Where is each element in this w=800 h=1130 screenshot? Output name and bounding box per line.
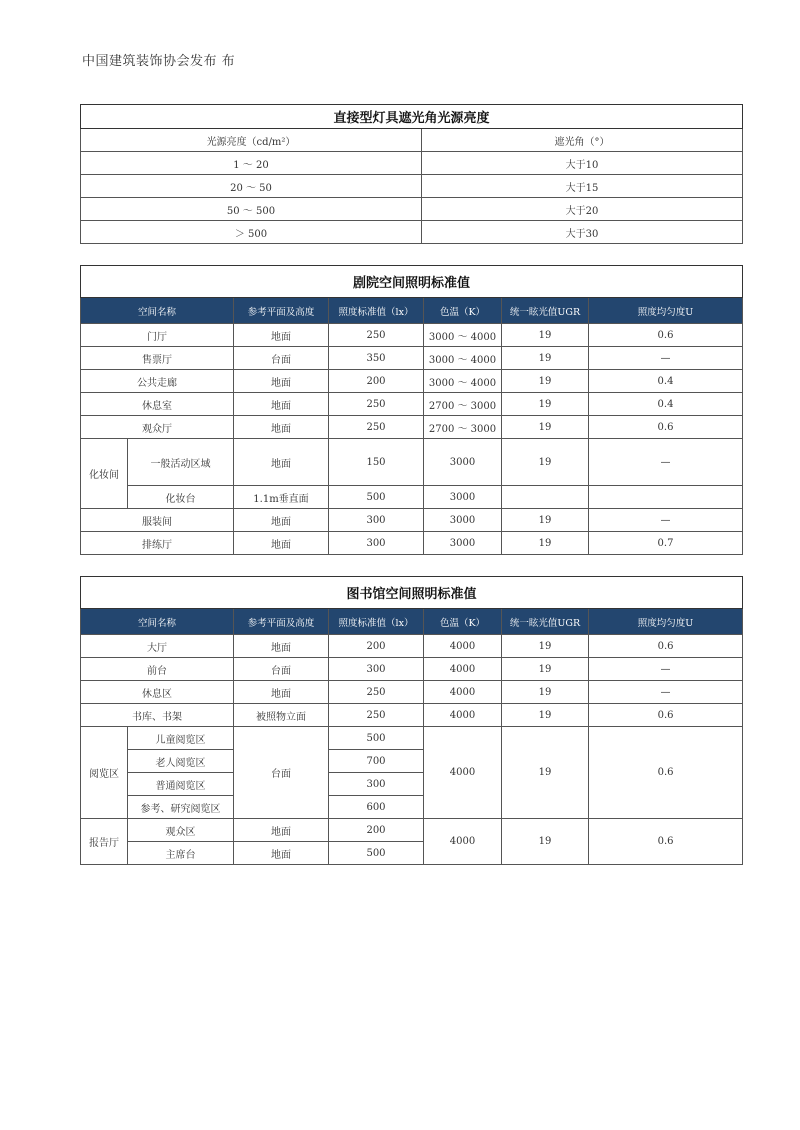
column-header: 空间名称 [81, 298, 234, 324]
table-row [81, 509, 743, 532]
luminance-cell: ＞ 500 [81, 221, 422, 244]
color-temp: 4000 [424, 819, 502, 865]
table-title: 直接型灯具遮光角光源亮度 [81, 105, 743, 129]
ugr: 19 [502, 727, 589, 819]
uniformity: — [589, 439, 743, 486]
color-temp: 3000 [424, 486, 502, 509]
reference-plane: 地面 [234, 635, 329, 658]
ugr: 19 [502, 439, 589, 486]
illuminance: 500 [329, 486, 424, 509]
table-header-row [81, 609, 743, 635]
uniformity: — [589, 658, 743, 681]
uniformity: — [589, 681, 743, 704]
space-name: 主席台 [128, 842, 234, 865]
column-header: 照度标准值（lx） [329, 609, 424, 635]
table-row [81, 819, 743, 842]
table-row [81, 681, 743, 704]
table-row [81, 635, 743, 658]
column-header: 遮光角（°） [422, 129, 743, 152]
luminance-cell: 20 ～ 50 [81, 175, 422, 198]
table-title: 剧院空间照明标准值 [81, 266, 743, 298]
space-name: 休息区 [81, 681, 234, 704]
table-row [81, 370, 743, 393]
illuminance: 350 [329, 347, 424, 370]
luminance-cell: 1 ～ 20 [81, 152, 422, 175]
reference-plane: 地面 [234, 416, 329, 439]
ugr: 19 [502, 704, 589, 727]
color-temp: 2700 ～ 3000 [424, 416, 502, 439]
uniformity: 0.6 [589, 416, 743, 439]
angle-cell: 大于30 [422, 221, 743, 244]
color-temp: 4000 [424, 658, 502, 681]
color-temp: 2700 ～ 3000 [424, 393, 502, 416]
reference-plane: 地面 [234, 393, 329, 416]
table-row [81, 727, 743, 750]
table-header-row [81, 129, 743, 152]
angle-cell: 大于10 [422, 152, 743, 175]
table-row [81, 416, 743, 439]
table-title: 图书馆空间照明标准值 [81, 577, 743, 609]
illuminance: 250 [329, 416, 424, 439]
column-header: 照度均匀度U [589, 609, 743, 635]
group-name: 阅览区 [81, 727, 128, 819]
space-name: 休息室 [81, 393, 234, 416]
illuminance: 200 [329, 370, 424, 393]
group-name: 报告厅 [81, 819, 128, 865]
illuminance: 300 [329, 658, 424, 681]
uniformity [589, 486, 743, 509]
space-name: 前台 [81, 658, 234, 681]
reference-plane: 1.1m垂直面 [234, 486, 329, 509]
reference-plane: 地面 [234, 842, 329, 865]
reference-plane: 台面 [234, 347, 329, 370]
reference-plane: 地面 [234, 509, 329, 532]
uniformity: 0.6 [589, 819, 743, 865]
ugr: 19 [502, 658, 589, 681]
ugr: 19 [502, 347, 589, 370]
illuminance: 250 [329, 393, 424, 416]
color-temp: 4000 [424, 727, 502, 819]
uniformity: 0.7 [589, 532, 743, 555]
space-name: 门厅 [81, 324, 234, 347]
illuminance: 150 [329, 439, 424, 486]
space-name: 售票厅 [81, 347, 234, 370]
ugr: 19 [502, 509, 589, 532]
table-row [81, 658, 743, 681]
color-temp: 4000 [424, 681, 502, 704]
table-header-row [81, 298, 743, 324]
reference-plane: 台面 [234, 658, 329, 681]
illuminance: 300 [329, 532, 424, 555]
table-row [81, 152, 743, 175]
space-name: 公共走廊 [81, 370, 234, 393]
column-header: 空间名称 [81, 609, 234, 635]
ugr [502, 486, 589, 509]
group-name: 化妆间 [81, 439, 128, 509]
color-temp: 3000 [424, 439, 502, 486]
table-row [81, 324, 743, 347]
illuminance: 200 [329, 819, 424, 842]
reference-plane: 地面 [234, 819, 329, 842]
space-name: 儿童阅览区 [128, 727, 234, 750]
color-temp: 3000 [424, 509, 502, 532]
uniformity: 0.6 [589, 727, 743, 819]
space-name: 观众厅 [81, 416, 234, 439]
luminance-cell: 50 ～ 500 [81, 198, 422, 221]
color-temp: 3000 ～ 4000 [424, 370, 502, 393]
color-temp: 3000 ～ 4000 [424, 324, 502, 347]
column-header: 照度均匀度U [589, 298, 743, 324]
table-row [81, 175, 743, 198]
space-name: 服装间 [81, 509, 234, 532]
illuminance: 250 [329, 324, 424, 347]
illuminance: 200 [329, 635, 424, 658]
space-name: 书库、书架 [81, 704, 234, 727]
reference-plane: 地面 [234, 532, 329, 555]
table-row [81, 393, 743, 416]
table-row [81, 347, 743, 370]
color-temp: 4000 [424, 635, 502, 658]
ugr: 19 [502, 416, 589, 439]
space-name: 普通阅览区 [128, 773, 234, 796]
ugr: 19 [502, 393, 589, 416]
illuminance: 300 [329, 509, 424, 532]
ugr: 19 [502, 635, 589, 658]
space-name: 一般活动区域 [128, 439, 234, 486]
table-row [81, 532, 743, 555]
reference-plane: 地面 [234, 681, 329, 704]
table-row [81, 439, 743, 486]
theater-lighting-table [80, 265, 743, 555]
uniformity: — [589, 509, 743, 532]
uniformity: 0.6 [589, 704, 743, 727]
reference-plane: 地面 [234, 439, 329, 486]
space-name: 大厅 [81, 635, 234, 658]
angle-cell: 大于15 [422, 175, 743, 198]
space-name: 观众区 [128, 819, 234, 842]
column-header: 色温（K） [424, 298, 502, 324]
uniformity: 0.4 [589, 393, 743, 416]
illuminance: 600 [329, 796, 424, 819]
table-row [81, 198, 743, 221]
reference-plane: 地面 [234, 370, 329, 393]
reference-plane: 地面 [234, 324, 329, 347]
column-header: 统一眩光值UGR [502, 609, 589, 635]
column-header: 参考平面及高度 [234, 298, 329, 324]
column-header: 照度标准值（lx） [329, 298, 424, 324]
ugr: 19 [502, 532, 589, 555]
uniformity: — [589, 347, 743, 370]
illuminance: 500 [329, 727, 424, 750]
table-row [81, 486, 743, 509]
column-header: 色温（K） [424, 609, 502, 635]
uniformity: 0.6 [589, 635, 743, 658]
ugr: 19 [502, 819, 589, 865]
reference-plane: 台面 [234, 727, 329, 819]
color-temp: 3000 ～ 4000 [424, 347, 502, 370]
column-header: 参考平面及高度 [234, 609, 329, 635]
color-temp: 3000 [424, 532, 502, 555]
illuminance: 250 [329, 681, 424, 704]
space-name: 老人阅览区 [128, 750, 234, 773]
column-header: 光源亮度（cd/m²） [81, 129, 422, 152]
space-name: 化妆台 [128, 486, 234, 509]
reference-plane: 被照物立面 [234, 704, 329, 727]
space-name: 参考、研究阅览区 [128, 796, 234, 819]
shielding-angle-table [80, 104, 743, 244]
illuminance: 500 [329, 842, 424, 865]
space-name: 排练厅 [81, 532, 234, 555]
table-row [81, 221, 743, 244]
ugr: 19 [502, 324, 589, 347]
ugr: 19 [502, 681, 589, 704]
library-lighting-table [80, 576, 743, 865]
illuminance: 250 [329, 704, 424, 727]
angle-cell: 大于20 [422, 198, 743, 221]
publisher-header: 中国建筑装饰协会发布 布 [82, 54, 236, 69]
illuminance: 700 [329, 750, 424, 773]
column-header: 统一眩光值UGR [502, 298, 589, 324]
table-row [81, 704, 743, 727]
color-temp: 4000 [424, 704, 502, 727]
uniformity: 0.4 [589, 370, 743, 393]
uniformity: 0.6 [589, 324, 743, 347]
ugr: 19 [502, 370, 589, 393]
illuminance: 300 [329, 773, 424, 796]
